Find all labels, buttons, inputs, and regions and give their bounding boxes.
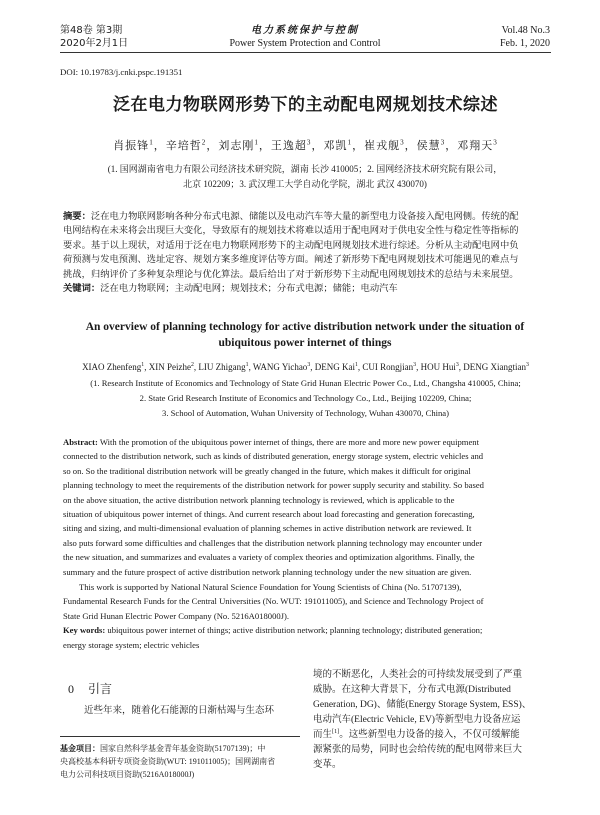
footnote-label: 基金项目： xyxy=(60,744,100,753)
keywords-en-line: ubiquitous power internet of things; active distribution network; planning technology; distributed generation; xyxy=(107,625,483,636)
abstract-en-line: so on. So the traditional distribution network will be greatly changed in the future, which makes it difficult for original xyxy=(63,465,471,476)
author-name: LIU Zhigang xyxy=(198,362,246,372)
abstract-cn-line: 荷预测与发电预测、选址定容、规划方案多维度评估等方面。阐述了新形势下配电网规划技术可能遇见的难点与 xyxy=(63,255,519,266)
author-affiliation-mark: 2 xyxy=(190,362,194,368)
author-affiliation-mark: 3 xyxy=(440,138,446,147)
author-affiliation-mark: 1 xyxy=(354,362,358,368)
right-column-line: 电动汽车(Electric Vehicle, EV)等新型电力设备应运 xyxy=(313,715,521,725)
keywords-en-line: energy storage system; electric vehicles xyxy=(63,639,200,650)
abstract-cn-line: 挑战，归纳评价了多种复杂理论与优化算法。最后给出了对于新形势下主动配电网规划技术的总结与未来展望。 xyxy=(63,269,519,280)
support-line: This work is supported by National Natural Science Foundation for Young Scientists of China (No. 51707139), xyxy=(79,582,462,593)
citation-mark: [1] xyxy=(332,728,340,735)
intro-text: 近些年来，随着化石能源的日渐枯竭与生态环 xyxy=(84,706,275,716)
paper-title-en-line: ubiquitous power internet of things xyxy=(218,337,392,349)
affiliation-en-line: 3. School of Automation, Wuhan University of Technology, Wuhan 430070, China) xyxy=(162,408,449,418)
paper-title-cn: 泛在电力物联网形势下的主动配电网规划技术综述 xyxy=(113,95,498,114)
footnote xyxy=(60,742,302,781)
paper-title-en-line: An overview of planning technology for active distribution network under the situation of xyxy=(85,321,525,333)
paper-title-en xyxy=(70,319,540,351)
section-title: 引言 xyxy=(88,682,113,696)
authors-cn: 肖振锋$^1$，辛培哲$^2$，刘志刚$^1$，王逸超$^3$，邓凯$^1$，崔戎舰$^3$，侯慧$^3$，邓翔天$^3$ xyxy=(113,138,498,152)
right-column-line: 境的不断恶化，人类社会的可持续发展受到了严重 xyxy=(313,670,523,680)
abstract-en-line: also puts forward some difficulties and challenges that the distribution network planning technology may encounter under xyxy=(63,537,483,548)
author-name: DENG Kai xyxy=(314,362,355,372)
author-name: 崔戎舰 xyxy=(364,140,401,152)
author-name: 刘志刚 xyxy=(218,140,255,152)
author-affiliation-mark: 1 xyxy=(245,362,249,368)
abstract-en-line: the new situation, and summarizes and evaluates a variety of complex theories and optimization algorithms. Finally, the xyxy=(63,552,475,563)
footnote-line: 央高校基本科研专项资金资助(WUT: 191011005)；国网湖南省 xyxy=(60,757,276,766)
abstract-cn-label: 摘要： xyxy=(63,212,91,222)
journal-title-en: Power System Protection and Control xyxy=(229,38,381,49)
author-name: 辛培哲 xyxy=(165,140,202,152)
abstract-cn xyxy=(63,210,550,296)
author-name: XIN Peizhe xyxy=(148,362,191,372)
author-name: 王逸超 xyxy=(270,140,307,152)
author-affiliation-mark: 1 xyxy=(149,138,154,147)
author-affiliation-mark: 3 xyxy=(526,362,529,368)
affiliation-cn-line: 北京 102209；3. 武汉理工大学自动化学院，湖北 武汉 430070) xyxy=(183,179,427,189)
section-number: 0 xyxy=(68,682,74,696)
right-column-line: 而生[1]。这些新型电力设备的接入，不仅可缓解能 xyxy=(313,728,520,740)
affiliation-en-line: (1. Research Institute of Economics and Technology of State Grid Hunan Electric Power Co., Ltd., Changsha 410005, China; xyxy=(90,378,521,388)
authors-en: XIAO Zhenfeng$^1$, XIN Peizhe$^2$, LIU Zhigang$^1$, WANG Yichao$^3$, DENG Kai$^1$, CUI Rongjian$^3$, HOU Hui$^3$, DENG Xiangtian$^3$ xyxy=(82,362,529,372)
abstract-en-line: siting and sizing, and multi-dimensional evaluation of planning schemes in active distribution network are reviewed. It xyxy=(63,523,472,534)
keywords-cn-label: 关键词： xyxy=(63,284,101,295)
affiliation-cn-line: (1. 国网湖南省电力有限公司经济技术研究院，湖南 长沙 410005；2. 国网经济技术研究院有限公司， xyxy=(107,164,503,174)
doi: DOI: 10.19783/j.cnki.pspc.191351 xyxy=(60,67,183,77)
footnote-rule xyxy=(60,736,300,737)
affiliations-en xyxy=(60,376,551,421)
author-affiliation-mark: 3 xyxy=(400,138,405,147)
right-column-line: 变革。 xyxy=(313,760,342,770)
abstract-en xyxy=(63,435,550,652)
abstract-en-line: summary and the future prospect of active distribution network planning technology under the new situation are given. xyxy=(63,566,472,577)
author-affiliation-mark: 3 xyxy=(455,362,459,368)
author-affiliation-mark: 2 xyxy=(201,138,207,147)
author-name: 侯慧 xyxy=(416,140,441,152)
author-name: CUI Rongjian xyxy=(362,362,414,372)
right-column-line: 源紧张的局势，同时也会给传统的配电网带来巨大 xyxy=(313,745,523,755)
journal-title-cn: 电力系统保护与控制 xyxy=(251,25,359,36)
author-name: 邓凯 xyxy=(323,140,348,152)
section-heading xyxy=(68,680,112,697)
support-line: Fundamental Research Funds for the Central Universities (No. WUT: 191011005), and Science and Technology Project of xyxy=(63,596,484,607)
author-affiliation-mark: 1 xyxy=(347,138,353,147)
right-column-line: 威胁。在这种大背景下，分布式电源(Distributed xyxy=(313,685,511,695)
header-date-cn: 2020年2月1日 xyxy=(60,38,129,49)
author-name: 肖振锋 xyxy=(113,140,150,152)
footnote-line: 电力公司科技项目资助(5216A018000J) xyxy=(60,770,195,779)
author-name: HOU Hui xyxy=(420,362,456,372)
author-affiliation-mark: 3 xyxy=(493,138,498,147)
keywords-en-label: Key words: xyxy=(63,625,106,636)
abstract-cn-line: 电网结构在未来将会出现巨大变化，导致原有的规划技术将难以适用于配电网对于供电安全性与稳定性等指标的 xyxy=(63,226,519,237)
abstract-en-label: Abstract: xyxy=(63,437,98,447)
author-name: WANG Yichao xyxy=(252,362,308,372)
header-volume-en: Vol.48 No.3 xyxy=(501,25,550,36)
header-rule xyxy=(60,52,551,53)
author-name: XIAO Zhenfeng xyxy=(82,362,142,372)
author-affiliation-mark: 3 xyxy=(307,362,311,368)
author-name: 邓翔天 xyxy=(457,140,494,152)
header-date-en: Feb. 1, 2020 xyxy=(500,38,550,49)
author-affiliation-mark: 1 xyxy=(254,138,259,147)
author-name: DENG Xiangtian xyxy=(463,362,526,372)
author-affiliation-mark: 1 xyxy=(141,362,145,368)
support-line: State Grid Hunan Electric Power Company (No. 5216A018000J). xyxy=(63,610,290,621)
right-column-line: Generation, DG)、储能(Energy Storage System, ESS)、 xyxy=(313,700,532,710)
abstract-cn-line: 要求。基于以上现状，对适用于泛在电力物联网形势下的主动配电网规划技术进行综述。分析从主动配电网中负 xyxy=(63,240,519,251)
author-affiliation-mark: 3 xyxy=(306,138,312,147)
abstract-cn-line: 泛在电力物联网影响各种分布式电源、储能以及电动汽车等大量的新型电力设备接入配电网侧。传统的配 xyxy=(90,212,519,222)
right-column xyxy=(313,668,553,773)
author-affiliation-mark: 3 xyxy=(413,362,417,368)
footnote-line: 国家自然科学基金青年基金资助(51707139)；中 xyxy=(100,744,266,753)
affiliations-cn xyxy=(70,162,540,192)
abstract-en-line: planning technology to meet the requirements of the distribution network for power supply security and stability. So based xyxy=(63,480,484,491)
abstract-en-line: connected to the distribution network, such as kinds of distributed generation, energy storage system, electric vehicles and xyxy=(63,451,484,462)
affiliation-en-line: 2. State Grid Research Institute of Economics and Technology Co., Ltd., Beijing 102209, China; xyxy=(139,393,472,403)
abstract-en-line: With the promotion of the ubiquitous power internet of things, there are more and more new power equipment xyxy=(99,437,479,447)
abstract-en-line: on the above situation, the active distribution network planning technology is reviewed, which is applicable to the xyxy=(63,494,455,505)
abstract-en-line: situation of ubiquitous power internet of things. And current research about load forecasting and generation forecasting, xyxy=(63,509,475,520)
header-volume-cn: 第48卷 第3期 xyxy=(60,25,123,36)
keywords-cn: 泛在电力物联网；主动配电网；规划技术；分布式电源；储能；电动汽车 xyxy=(100,284,398,295)
